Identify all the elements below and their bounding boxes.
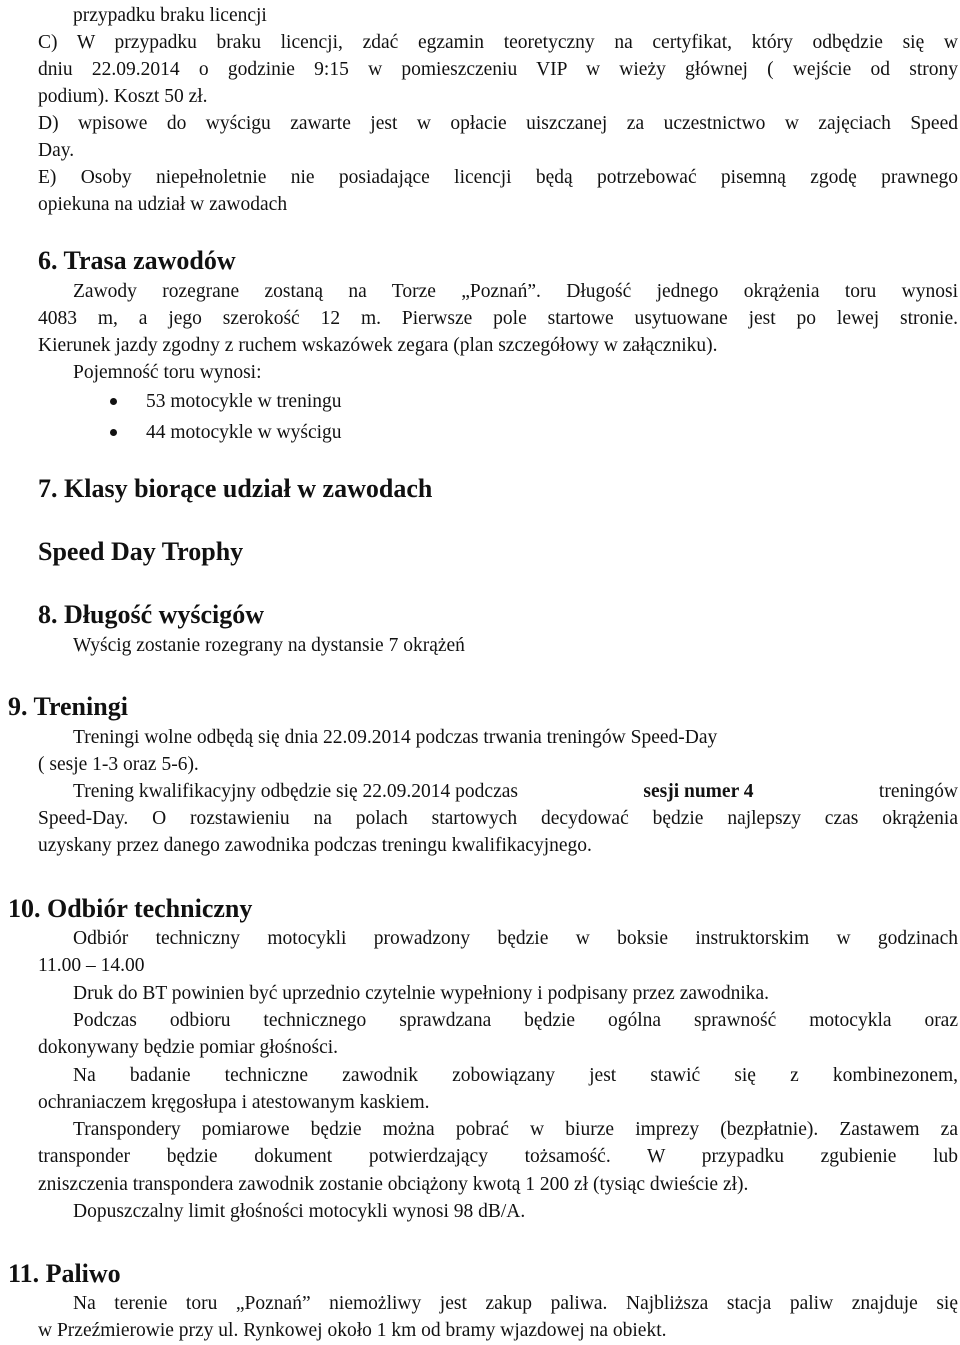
paragraph-line: Day. [38,140,75,161]
paragraph-line: 11.00 – 14.00 [38,955,145,976]
paragraph-line: uzyskany przez danego zawodnika podczas treningu kwalifikacyjnego. [38,835,592,856]
paragraph-line: podium). Koszt 50 zł. [38,86,208,107]
text-span: treningów [878,781,958,802]
paragraph-line: Transpondery pomiarowe będzie można pobrać w biurze imprezy (bezpłatnie). Zastawem za [73,1119,958,1140]
section-heading-trasa: 6. Trasa zawodów [38,246,236,275]
paragraph-line: Druk do BT powinien być uprzednio czytelnie wypełniony i podpisany przez zawodnika. [73,983,770,1004]
section-heading-odbior: 10. Odbiór techniczny [8,894,253,923]
paragraph-line: Podczas odbioru technicznego sprawdzana będzie ogólna sprawność motocykla oraz [73,1010,958,1031]
paragraph-line: zniszczenia transpondera zawodnik zostanie obciążony kwotą 1 200 zł (tysiąc dwieście zł). [38,1174,749,1195]
paragraph-line: Kierunek jazdy zgodny z ruchem wskazówek zegara (plan szczegółowy w załączniku). [38,335,718,356]
text-span-bold: sesji numer 4 [643,781,754,802]
paragraph-line: dniu 22.09.2014 o godzinie 9:15 w pomieszczeniu VIP w wieży głównej ( wejście od strony [38,59,958,80]
paragraph-line: opiekuna na udział w zawodach [38,194,288,215]
paragraph-line: Odbiór techniczny motocykli prowadzony będzie w boksie instruktorskim w godzinach [73,928,958,949]
paragraph-line: Na badanie techniczne zawodnik zobowiązany jest stawić się z kombinezonem, [73,1065,958,1086]
text-span: Trening kwalifikacyjny odbędzie się 22.09.2014 podczas [73,781,518,802]
list-item: 44 motocykle w wyścigu [146,422,342,443]
paragraph-line: Dopuszczalny limit głośności motocykli wynosi 98 dB/A. [73,1201,526,1222]
paragraph-line [73,779,958,806]
paragraph-line: Zawody rozegrane zostaną na Torze „Poznań”. Długość jednego okrążenia toru wynosi [73,281,958,302]
paragraph-line: ( sesje 1-3 oraz 5-6). [38,754,199,775]
paragraph-line: Na terenie toru „Poznań” niemożliwy jest zakup paliwa. Najbliższa stacja paliw znajduje się [73,1293,958,1314]
paragraph-line: D) wpisowe do wyścigu zawarte jest w opłacie uiszczanej za uczestnictwo w zajęciach Speed [38,113,958,134]
bullet-icon [110,398,117,405]
paragraph-line: transponder będzie dokument potwierdzający tożsamość. W przypadku zgubienie lub [38,1146,958,1167]
paragraph-line: Treningi wolne odbędą się dnia 22.09.2014 podczas trwania treningów Speed-Day [73,727,718,748]
paragraph-line: 4083 m, a jego szerokość 12 m. Pierwsze pole startowe usytuowane jest po lewej stronie. [38,308,958,329]
class-name: Speed Day Trophy [38,537,244,566]
paragraph-line: Pojemność toru wynosi: [73,362,262,383]
list-item: 53 motocykle w treningu [146,391,342,412]
section-heading-paliwo: 11. Paliwo [8,1259,121,1288]
paragraph-line: Speed-Day. O rozstawieniu na polach startowych decydować będzie najlepszy czas okrążenia [38,808,958,829]
section-heading-dlugosc: 8. Długość wyścigów [38,600,265,629]
paragraph-line: przypadku braku licencji [73,5,267,26]
paragraph-line: Wyścig zostanie rozegrany na dystansie 7 okrążeń [73,635,465,656]
section-heading-klasy: 7. Klasy biorące udział w zawodach [38,474,433,503]
paragraph-line: ochraniaczem kręgosłupa i atestowanym kaskiem. [38,1092,430,1113]
section-heading-treningi: 9. Treningi [8,692,128,721]
paragraph-line: w Przeźmierowie przy ul. Rynkowej około 1 km od bramy wjazdowej na obiekt. [38,1320,667,1341]
paragraph-line: E) Osoby niepełnoletnie nie posiadające licencji będą potrzebować pisemną zgodę prawnego [38,167,958,188]
paragraph-line: dokonywany będzie pomiar głośności. [38,1037,339,1058]
paragraph-line: C) W przypadku braku licencji, zdać egzamin teoretyczny na certyfikat, który odbędzie się w [38,32,958,53]
bullet-icon [110,429,117,436]
